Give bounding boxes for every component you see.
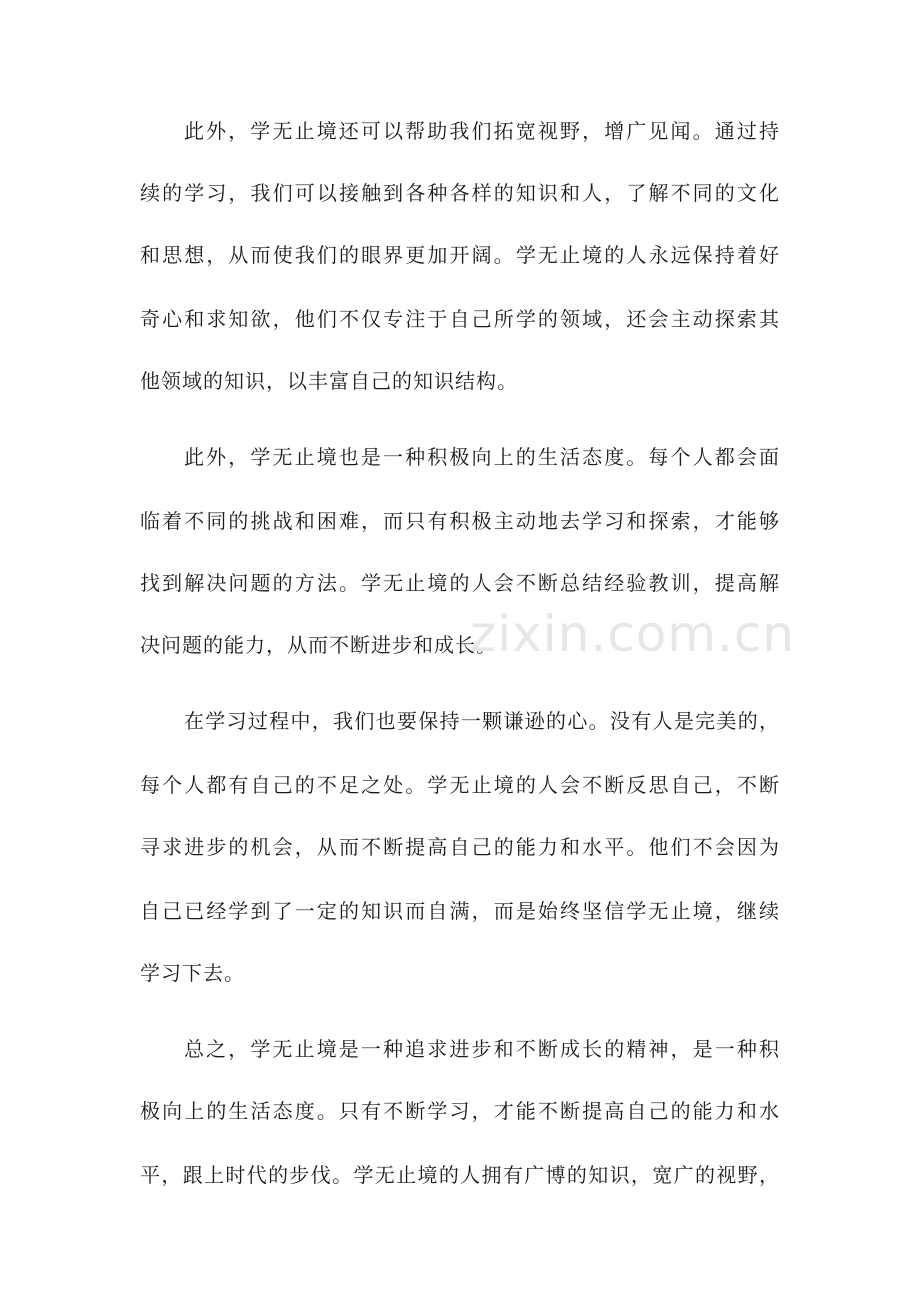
paragraph-2-line-2: 临着不同的挑战和困难，而只有积极主动地去学习和探索，才能够 [140, 509, 780, 533]
paragraph-1-line-2: 续的学习，我们可以接触到各种各样的知识和人，了解不同的文化 [140, 181, 780, 205]
paragraph-3-line-5: 学习下去。 [140, 961, 245, 985]
paragraph-1-line-1: 此外，学无止境还可以帮助我们拓宽视野，增广见闻。通过持 [184, 119, 780, 143]
paragraph-2-line-4: 决问题的能力，从而不断进步和成长。 [140, 633, 497, 657]
paragraph-4-line-2: 极向上的生活态度。只有不断学习，才能不断提高自己的能力和水 [140, 1099, 780, 1123]
paragraph-4-line-3: 平，跟上时代的步伐。学无止境的人拥有广博的知识，宽广的视野， [140, 1163, 780, 1187]
paragraph-3-line-1: 在学习过程中，我们也要保持一颗谦逊的心。没有人是完美的， [184, 709, 780, 733]
paragraph-1-line-4: 奇心和求知欲，他们不仅专注于自己所学的领域，还会主动探索其 [140, 307, 780, 331]
paragraph-2-line-1: 此外，学无止境也是一种积极向上的生活态度。每个人都会面 [184, 445, 780, 469]
paragraph-3-line-3: 寻求进步的机会，从而不断提高自己的能力和水平。他们不会因为 [140, 835, 780, 859]
paragraph-3-line-4: 自己已经学到了一定的知识而自满，而是始终坚信学无止境，继续 [140, 899, 780, 923]
paragraph-4-line-1: 总之，学无止境是一种追求进步和不断成长的精神，是一种积 [184, 1037, 780, 1061]
paragraph-2-line-3: 找到解决问题的方法。学无止境的人会不断总结经验教训，提高解 [140, 571, 780, 595]
paragraph-1-line-3: 和思想，从而使我们的眼界更加开阔。学无止境的人永远保持着好 [140, 243, 780, 267]
watermark: zixin.com.cn [470, 605, 796, 663]
paragraph-1-line-5: 他领域的知识，以丰富自己的知识结构。 [140, 369, 518, 393]
paragraph-3-line-2: 每个人都有自己的不足之处。学无止境的人会不断反思自己，不断 [140, 773, 780, 797]
